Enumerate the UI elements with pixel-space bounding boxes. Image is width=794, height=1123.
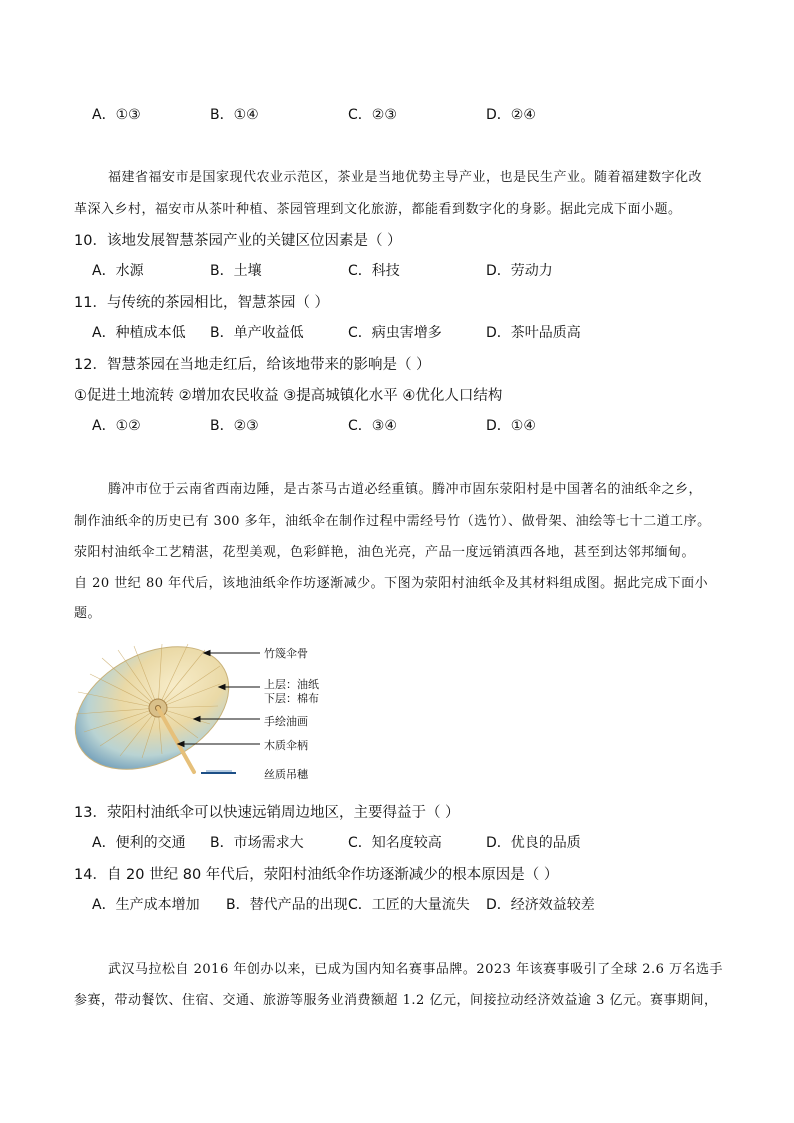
q14-option-c[interactable]: C．工匠的大量流失 <box>348 897 470 913</box>
question-12-items: ①促进土地流转 ②增加农民收益 ③提高城镇化水平 ④优化人口结构 <box>74 388 503 404</box>
q13-option-b[interactable]: B．市场需求大 <box>210 835 304 851</box>
passage-3-line-2: 参赛，带动餐饮、住宿、交通、旅游等服务业消费额超 1.2 亿元，间接拉动经济效益逾 3 亿元。赛事期间， <box>74 993 718 1008</box>
q11-option-c[interactable]: C．病虫害增多 <box>348 325 442 341</box>
q10-option-c[interactable]: C．科技 <box>348 263 400 279</box>
q12-option-d[interactable]: D．①④ <box>486 418 536 434</box>
passage-1-line-1: 福建省福安市是国家现代农业示范区，茶业是当地优势主导产业，也是民生产业。随着福建数字化改 <box>108 170 703 185</box>
umbrella-figure <box>70 636 430 784</box>
label-bamboo-ribs: 竹篾伞骨 <box>264 647 308 660</box>
passage-2-line-4: 自 20 世纪 80 年代后，该地油纸伞作坊逐渐减少。下图为荥阳村油纸伞及其材料组成图。据此完成下面小 <box>74 576 709 591</box>
q14-option-b[interactable]: B．替代产品的出现 <box>226 897 348 913</box>
label-silk-tassel: 丝质吊穗 <box>264 768 308 781</box>
passage-2-line-5: 题。 <box>74 606 102 621</box>
question-10-stem: 10．该地发展智慧茶园产业的关键区位因素是（ ） <box>74 233 402 249</box>
question-13-stem: 13．荥阳村油纸伞可以快速远销周边地区，主要得益于（ ） <box>74 805 460 821</box>
question-11-stem: 11．与传统的茶园相比，智慧茶园（ ） <box>74 295 330 311</box>
q10-option-d[interactable]: D．劳动力 <box>486 263 553 279</box>
q12-option-b[interactable]: B．②③ <box>210 418 259 434</box>
q11-option-a[interactable]: A．种植成本低 <box>92 325 186 341</box>
label-wooden-handle: 木质伞柄 <box>264 739 308 752</box>
q10-option-a[interactable]: A．水源 <box>92 263 144 279</box>
q12-option-a[interactable]: A．①② <box>92 418 141 434</box>
label-upper-oil-paper: 上层：油纸 <box>264 678 319 691</box>
passage-1-line-2: 革深入乡村，福安市从茶叶种植、茶园管理到文化旅游，都能看到数字化的身影。据此完成下面小题。 <box>74 202 682 217</box>
option-c[interactable]: C．②③ <box>348 107 397 123</box>
option-b[interactable]: B．①④ <box>210 107 259 123</box>
label-hand-painting: 手绘油画 <box>264 715 308 728</box>
q13-option-c[interactable]: C．知名度较高 <box>348 835 442 851</box>
q12-option-c[interactable]: C．③④ <box>348 418 397 434</box>
passage-3-line-1: 武汉马拉松自 2016 年创办以来，已成为国内知名赛事品牌。2023 年该赛事吸引了全球 2.6 万名选手 <box>108 962 724 977</box>
option-d[interactable]: D．②④ <box>486 107 536 123</box>
question-14-stem: 14．自 20 世纪 80 年代后，荥阳村油纸伞作坊逐渐减少的根本原因是（ ） <box>74 867 559 883</box>
umbrella-illustration <box>70 636 250 784</box>
passage-2-line-1: 腾冲市位于云南省西南边陲，是古茶马古道必经重镇。腾冲市固东荥阳村是中国著名的油纸伞之乡， <box>108 482 703 497</box>
q11-option-d[interactable]: D．茶叶品质高 <box>486 325 581 341</box>
q11-option-b[interactable]: B．单产收益低 <box>210 325 304 341</box>
q13-option-d[interactable]: D．优良的品质 <box>486 835 581 851</box>
passage-2-line-2: 制作油纸伞的历史已有 300 多年，油纸伞在制作过程中需经号竹（选竹）、做骨架、油绘等七十二道工序。 <box>74 514 711 529</box>
question-12-stem: 12．智慧茶园在当地走红后，给该地带来的影响是（ ） <box>74 357 431 373</box>
passage-2-line-3: 荥阳村油纸伞工艺精湛，花型美观，色彩鲜艳，油色光亮，产品一度远销滇西各地，甚至到达邻邦缅甸。 <box>74 545 696 560</box>
option-a[interactable]: A．①③ <box>92 107 141 123</box>
q10-option-b[interactable]: B．土壤 <box>210 263 262 279</box>
q14-option-d[interactable]: D．经济效益较差 <box>486 897 595 913</box>
q14-option-a[interactable]: A．生产成本增加 <box>92 897 200 913</box>
label-lower-cotton: 下层：棉布 <box>264 692 319 705</box>
q13-option-a[interactable]: A．便利的交通 <box>92 835 186 851</box>
